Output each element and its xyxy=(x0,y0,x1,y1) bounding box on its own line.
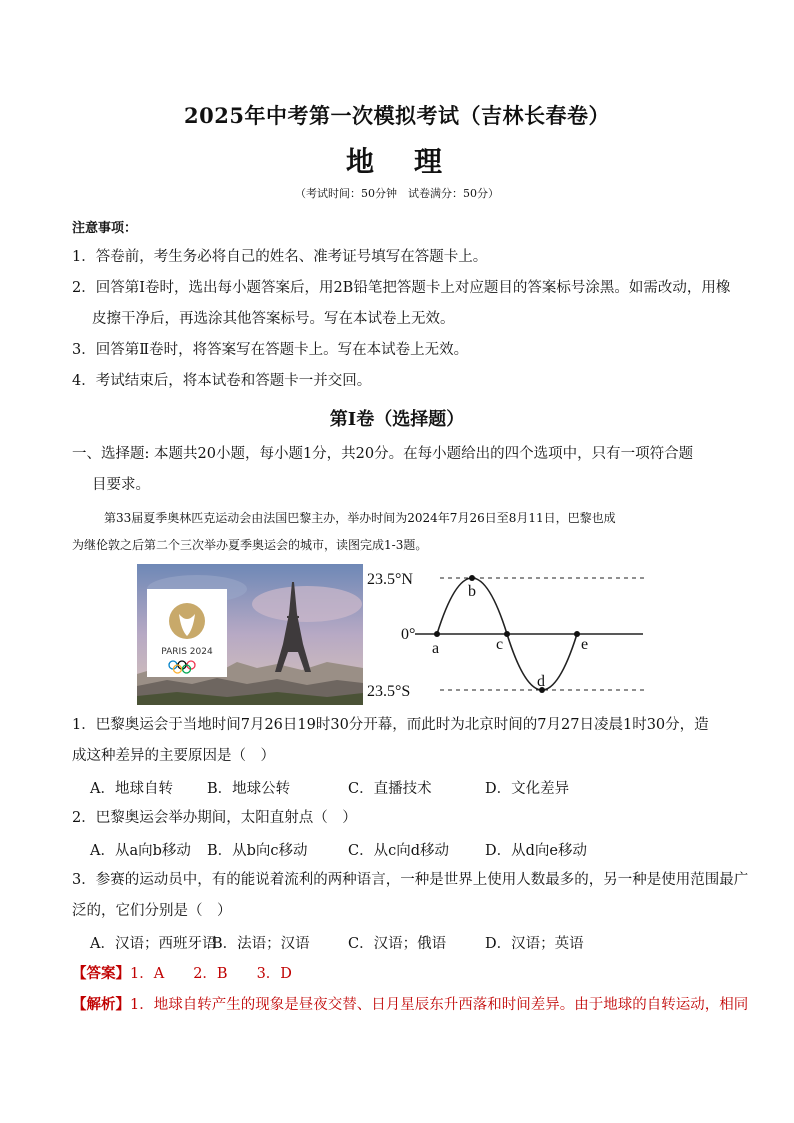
option-c: C．直播技术 xyxy=(348,781,432,797)
logo-text: PARIS 2024 xyxy=(161,647,213,657)
point-e-label: e xyxy=(581,636,589,653)
option-c: C．汉语；俄语 xyxy=(348,936,447,952)
label-equator: 0° xyxy=(401,626,416,643)
label-23-5s: 23.5°S xyxy=(367,683,411,700)
point-e-marker xyxy=(574,631,580,637)
point-a-marker xyxy=(434,631,440,637)
point-c-label: c xyxy=(496,636,504,653)
question-3-stem: 泛的，它们分别是（ ） xyxy=(72,903,232,919)
option-b: B．从b向c移动 xyxy=(207,843,308,859)
option-b: B．地球公转 xyxy=(207,781,291,797)
question-1-stem: 成这种差异的主要原因是（ ） xyxy=(72,748,275,764)
solar-direct-point-diagram xyxy=(365,566,655,706)
option-d: D．汉语；英语 xyxy=(485,936,584,952)
analysis-text: 1．地球自转产生的现象是昼夜交替、日月星辰东升西落和时间差异。由于地球的自转运动，相同 xyxy=(130,997,749,1013)
notice-heading: 注意事项： xyxy=(72,221,138,236)
notice-item: 4．考试结束后，将本试卷和答题卡一并交回。 xyxy=(72,373,372,389)
option-a: A．汉语；西班牙语 xyxy=(90,936,217,952)
point-b-marker xyxy=(469,575,475,581)
label-23-5n: 23.5°N xyxy=(367,571,413,588)
passage-line: 为继伦敦之后第二个三次举办夏季奥运会的城市，读图完成1-3题。 xyxy=(72,538,428,552)
question-2-stem: 2．巴黎奥运会举办期间，太阳直射点（ ） xyxy=(72,810,357,826)
option-a: A．从a向b移动 xyxy=(90,843,191,859)
answer-label: 【答案】 xyxy=(72,965,130,982)
option-b: B．法语；汉语 xyxy=(212,936,310,952)
paris-photo xyxy=(137,564,363,705)
notice-item: 3．回答第Ⅱ卷时，将答案写在答题卡上。写在本试卷上无效。 xyxy=(72,342,469,358)
point-c-marker xyxy=(504,631,510,637)
subject-title: 地 理 xyxy=(345,145,448,178)
exam-info: （考试时间：50分钟 试卷满分：50分） xyxy=(295,187,499,200)
answer-line xyxy=(72,962,292,983)
analysis-line xyxy=(72,993,748,1014)
question-3-stem: 3．参赛的运动员中，有的能说着流利的两种语言，一种是世界上使用人数最多的，另一种是使用范围最广 xyxy=(72,872,749,888)
question-3-options xyxy=(0,932,794,952)
passage-line: 第33届夏季奥林匹克运动会由法国巴黎主办，举办时间为2024年7月26日至8月11日，巴黎也成 xyxy=(104,511,616,525)
section-intro: 目要求。 xyxy=(92,477,150,493)
option-d: D．从d向e移动 xyxy=(485,843,587,859)
analysis-label: 【解析】 xyxy=(72,996,130,1013)
question-1-stem: 1．巴黎奥运会于当地时间7月26日19时30分开幕，而此时为北京时间的7月27日凌晨1时30分，造 xyxy=(72,717,709,733)
point-a-label: a xyxy=(432,640,440,657)
answer-text: 1．A 2．B 3．D xyxy=(130,966,292,982)
question-1-options xyxy=(0,777,794,797)
question-2-options xyxy=(0,839,794,859)
point-b-label: b xyxy=(468,583,476,600)
option-d: D．文化差异 xyxy=(485,781,570,797)
option-c: C．从c向d移动 xyxy=(348,843,449,859)
option-a: A．地球自转 xyxy=(90,781,173,797)
notice-item: 1．答卷前，考生务必将自己的姓名、准考证号填写在答题卡上。 xyxy=(72,249,488,265)
page-title: 2025年中考第一次模拟考试（吉林长春卷） xyxy=(184,103,610,128)
point-d-label: d xyxy=(537,673,545,690)
notice-item: 2．回答第Ⅰ卷时，选出每小题答案后，用2B铅笔把答题卡上对应题目的答案标号涂黑。如需改动，用橡 xyxy=(72,280,731,296)
paris-skyline-image xyxy=(137,564,363,705)
section-title: 第Ⅰ卷（选择题） xyxy=(329,409,465,430)
section-intro: 一、选择题: 本题共20小题，每小题1分，共20分。在每小题给出的四个选项中，只有一项符合题 xyxy=(72,446,694,462)
notice-item: 皮擦干净后，再选涂其他答案标号。写在本试卷上无效。 xyxy=(92,311,455,327)
